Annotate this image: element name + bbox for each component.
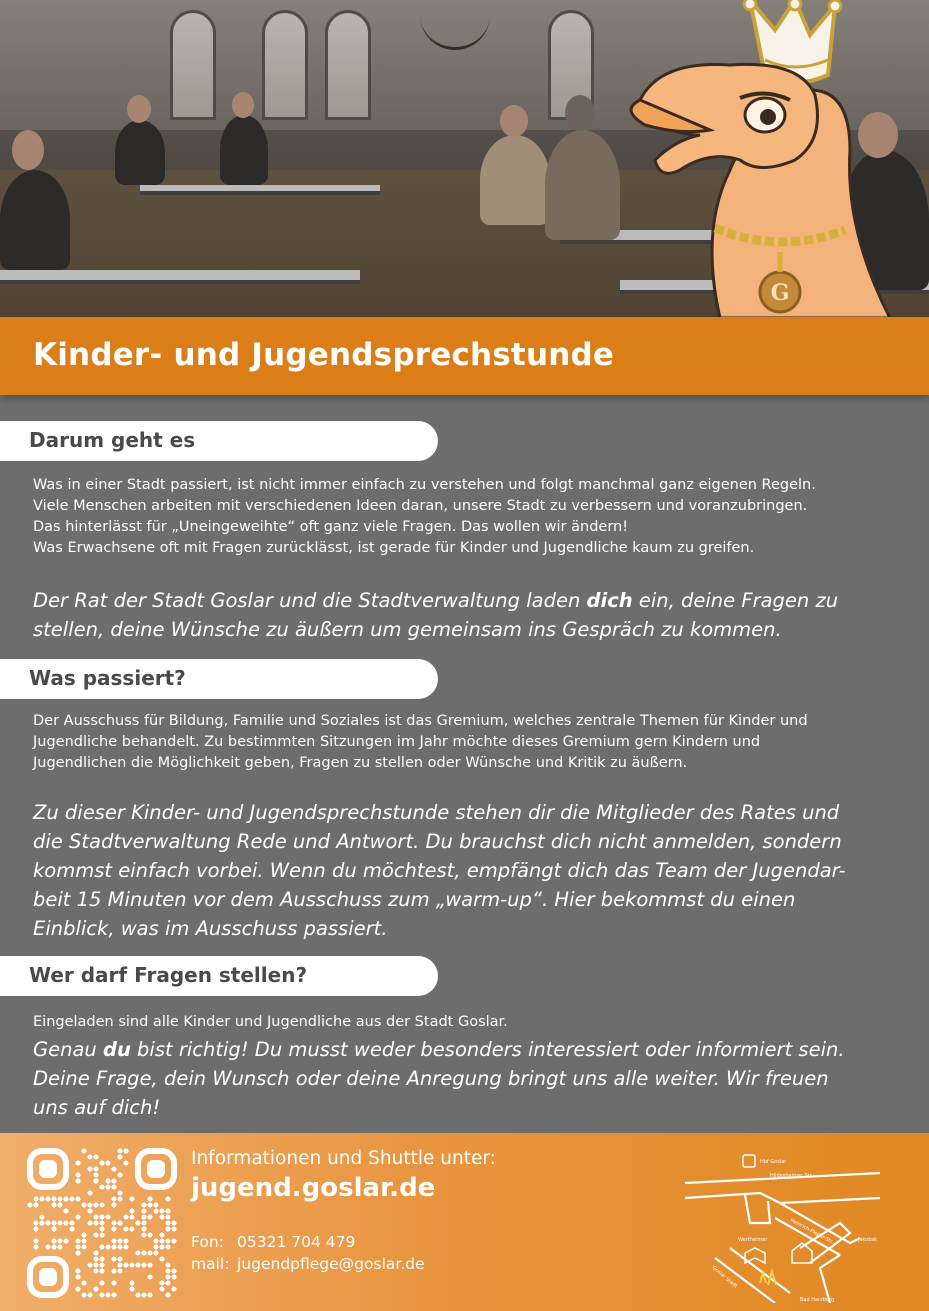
lead-text: Der Rat der Stadt Goslar und die Stadtverwaltung laden <box>33 589 587 612</box>
map-label: Wertheimer <box>738 1237 768 1243</box>
lead-line: stellen, deine Wünsche zu äußern um gemeinsam ins Gespräch zu kommen. <box>33 618 782 641</box>
section-lead <box>33 1035 913 1122</box>
lead-line: Zu dieser Kinder- und Jugendsprechstunde stehen dir die Mitglieder des Rates und <box>33 801 840 824</box>
lead-line: beit 15 Minuten vor dem Ausschuss zum „warm-up“. Hier bekommst du einen <box>33 888 796 911</box>
section-heading: Was passiert? <box>29 666 186 690</box>
section-tab-darum <box>0 421 438 461</box>
lead-emphasis: du <box>102 1038 131 1061</box>
section-tab-was-passiert <box>0 659 438 699</box>
map-label: Heinrich-Pieper-Str. <box>789 1217 835 1246</box>
lead-line: die Stadtverwaltung Rede und Antwort. Du brauchst dich nicht anmelden, sondern <box>33 830 842 853</box>
bus-icon <box>743 1155 755 1167</box>
page-title: Kinder- und Jugendsprechstunde <box>33 337 615 373</box>
map-label: Bad Harzburg <box>800 1297 835 1303</box>
section-lead <box>33 586 913 644</box>
body-line: Was Erwachsene oft mit Fragen zurücklässt, ist gerade für Kinder und Jugendliche kaum zu greifen. <box>33 540 755 556</box>
body-line: Das hinterlässt für „Uneingeweihte“ oft ganz viele Fragen. Das wollen wir ändern! <box>33 519 629 535</box>
mail-label: mail: <box>191 1255 230 1273</box>
section-tab-wer-darf <box>0 956 438 996</box>
map-label: Goslar Stadt <box>710 1264 739 1290</box>
lead-line <box>33 586 913 615</box>
lead-line: Einblick, was im Ausschuss passiert. <box>33 917 388 940</box>
section-lead <box>33 798 913 943</box>
star-decoration <box>760 1271 776 1285</box>
phone-number[interactable]: 05321 704 479 <box>237 1233 356 1251</box>
mail-address[interactable]: jugendpflege@goslar.de <box>237 1255 425 1273</box>
lead-text: Genau <box>33 1038 103 1061</box>
hero-photo <box>0 0 929 318</box>
phone-row <box>191 1231 425 1253</box>
section-heading: Darum geht es <box>29 428 196 452</box>
section-heading: Wer darf Fragen stellen? <box>29 963 308 987</box>
map-label: Hildesheimer Str. <box>770 1173 813 1179</box>
body-line: Der Ausschuss für Bildung, Familie und Soziales ist das Gremium, welches zentrale Themen für Kinder und <box>33 713 808 729</box>
section-body <box>33 475 903 559</box>
body-line: Eingeladen sind alle Kinder und Jugendliche aus der Stadt Goslar. <box>33 1014 508 1030</box>
title-banner <box>0 317 929 395</box>
body-line: Jugendlichen die Möglichkeit geben, Fragen zu stellen oder Wünsche und Kritik zu äußern. <box>33 755 688 771</box>
qr-code-icon[interactable] <box>27 1148 177 1298</box>
mail-row <box>191 1253 425 1275</box>
website-link[interactable]: jugend.goslar.de <box>191 1173 436 1203</box>
lead-line: kommst einfach vorbei. Wenn du möchtest, empfängt dich das Team der Jugendar- <box>33 859 846 882</box>
body-line: Jugendliche behandelt. Zu bestimmten Sitzungen im Jahr möchte dieses Gremium gern Kindern und <box>33 734 761 750</box>
lead-emphasis: dich <box>586 589 633 612</box>
section-body <box>33 1012 903 1033</box>
eagle-mascot-icon <box>600 0 900 318</box>
lead-text: ein, deine Fragen zu <box>632 589 839 612</box>
info-label: Informationen und Shuttle unter: <box>191 1148 496 1169</box>
lead-line <box>33 1035 913 1064</box>
lead-line: Deine Frage, dein Wunsch oder deine Anregung bringt uns alle weiter. Wir freuen <box>33 1067 829 1090</box>
map-label: Hbf Goslar <box>760 1159 787 1165</box>
body-line: Was in einer Stadt passiert, ist nicht immer einfach zu verstehen und folgt manchmal ganz eigenen Regeln. <box>33 477 816 493</box>
svg-text:G: G <box>770 280 790 306</box>
book-icon <box>745 1248 765 1263</box>
body-line: Viele Menschen arbeiten mit verschiedenen Ideen daran, unsere Stadt zu verbessern und voranzubringen. <box>33 498 808 514</box>
location-map <box>680 1143 900 1303</box>
map-label: Jakobsk <box>858 1237 877 1243</box>
phone-label: Fon: <box>191 1233 224 1251</box>
footer <box>0 1133 929 1311</box>
lead-line: uns auf dich! <box>33 1096 161 1119</box>
lead-text: bist richtig! Du musst weder besonders interessiert oder informiert sein. <box>130 1038 845 1061</box>
contact-block <box>191 1231 425 1275</box>
section-body <box>33 711 903 774</box>
